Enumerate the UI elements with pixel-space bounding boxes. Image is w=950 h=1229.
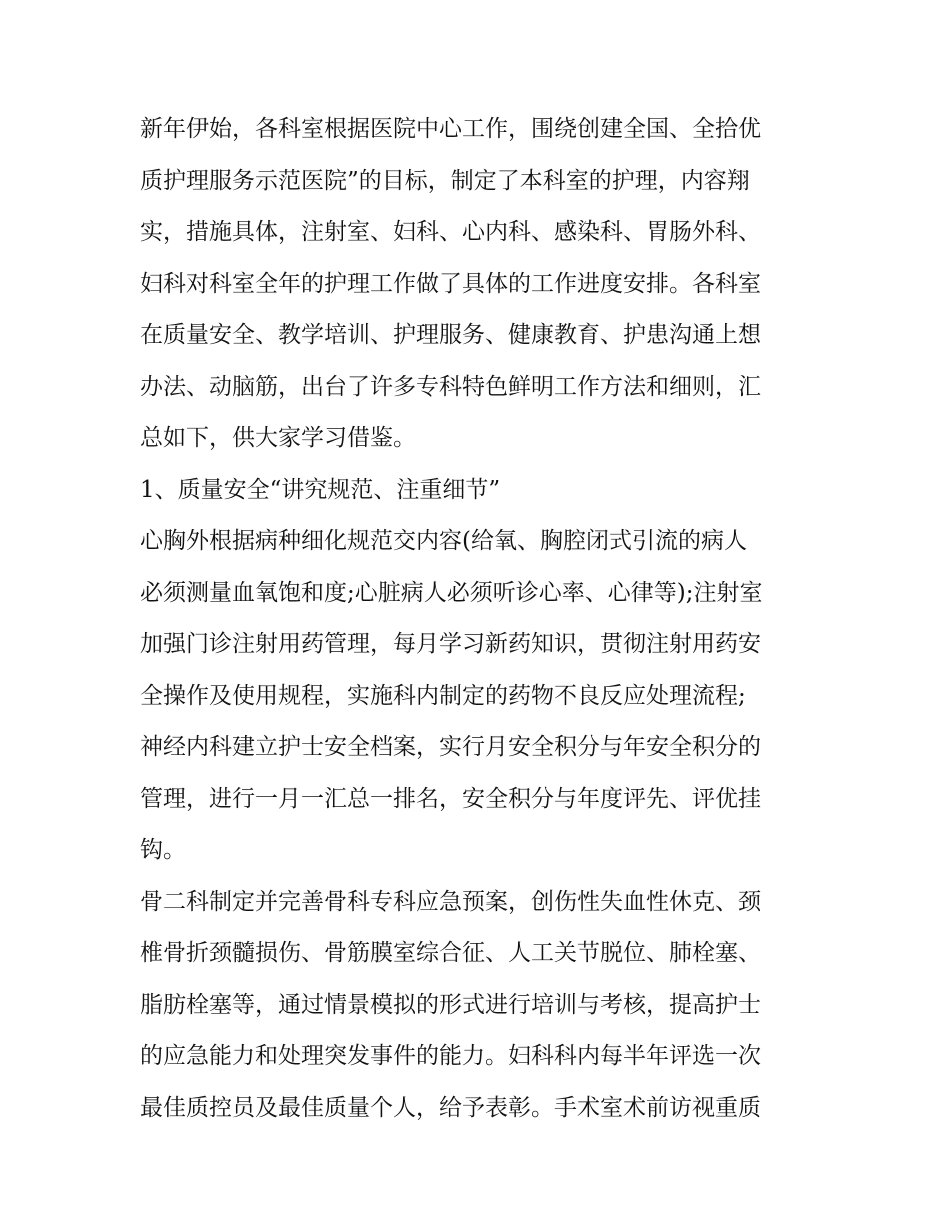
- text-line: 钩。: [140, 837, 186, 863]
- text-line: 神经内科建立护士安全档案，实行月安全积分与年安全积分的: [140, 734, 761, 760]
- text-line: 必须测量血氧饱和度;心脏病人必须听诊心率、心律等);注射室: [140, 579, 763, 606]
- text-line: 在质量安全、教学培训、护理服务、健康教育、护患沟通上想: [140, 322, 761, 348]
- text-line: 心胸外根据病种细化规范交内容(给氧、胸腔闭式引流的病人: [140, 528, 747, 554]
- text-line: 管理，进行一月一汇总一排名，安全积分与年度评先、评优挂: [140, 785, 761, 812]
- text-line: 加强门诊注射用药管理，每月学习新药知识，贯彻注射用药安: [140, 631, 761, 657]
- text-line: 椎骨折颈髓损伤、骨筋膜室综合征、人工关节脱位、肺栓塞、: [140, 940, 761, 966]
- text-line: 的应急能力和处理突发事件的能力。妇科科内每半年评选一次: [140, 1043, 761, 1069]
- text-line: 办法、动脑筋，出台了许多专科特色鲜明工作方法和细则，汇: [140, 373, 761, 400]
- text-line: 新年伊始，各科室根据医院中心工作，围绕创建全国、全拾优: [140, 116, 761, 142]
- text-line: 质护理服务示范医院”的目标，制定了本科室的护理，内容翔: [140, 167, 750, 194]
- text-line: 妇科对科室全年的护理工作做了具体的工作进度安排。各科室: [140, 270, 761, 297]
- text-line: 脂肪栓塞等，通过情景模拟的形式进行培训与考核，提高护士: [140, 991, 761, 1018]
- text-line: 骨二科制定并完善骨科专科应急预案，创伤性失血性休克、颈: [140, 888, 761, 915]
- text-line: 最佳质控员及最佳质量个人，给予表彰。手术室术前访视重质: [140, 1094, 761, 1121]
- text-line: 总如下，供大家学习借鉴。: [140, 425, 416, 451]
- text-line: 实，措施具体，注射室、妇科、心内科、感染科、胃肠外科、: [140, 219, 761, 245]
- text-line: 全操作及使用规程，实施科内制定的药物不良反应处理流程;: [140, 682, 746, 709]
- document-body: [140, 104, 820, 1134]
- section-heading: 1、质量安全“讲究规范、注重细节”: [140, 476, 501, 503]
